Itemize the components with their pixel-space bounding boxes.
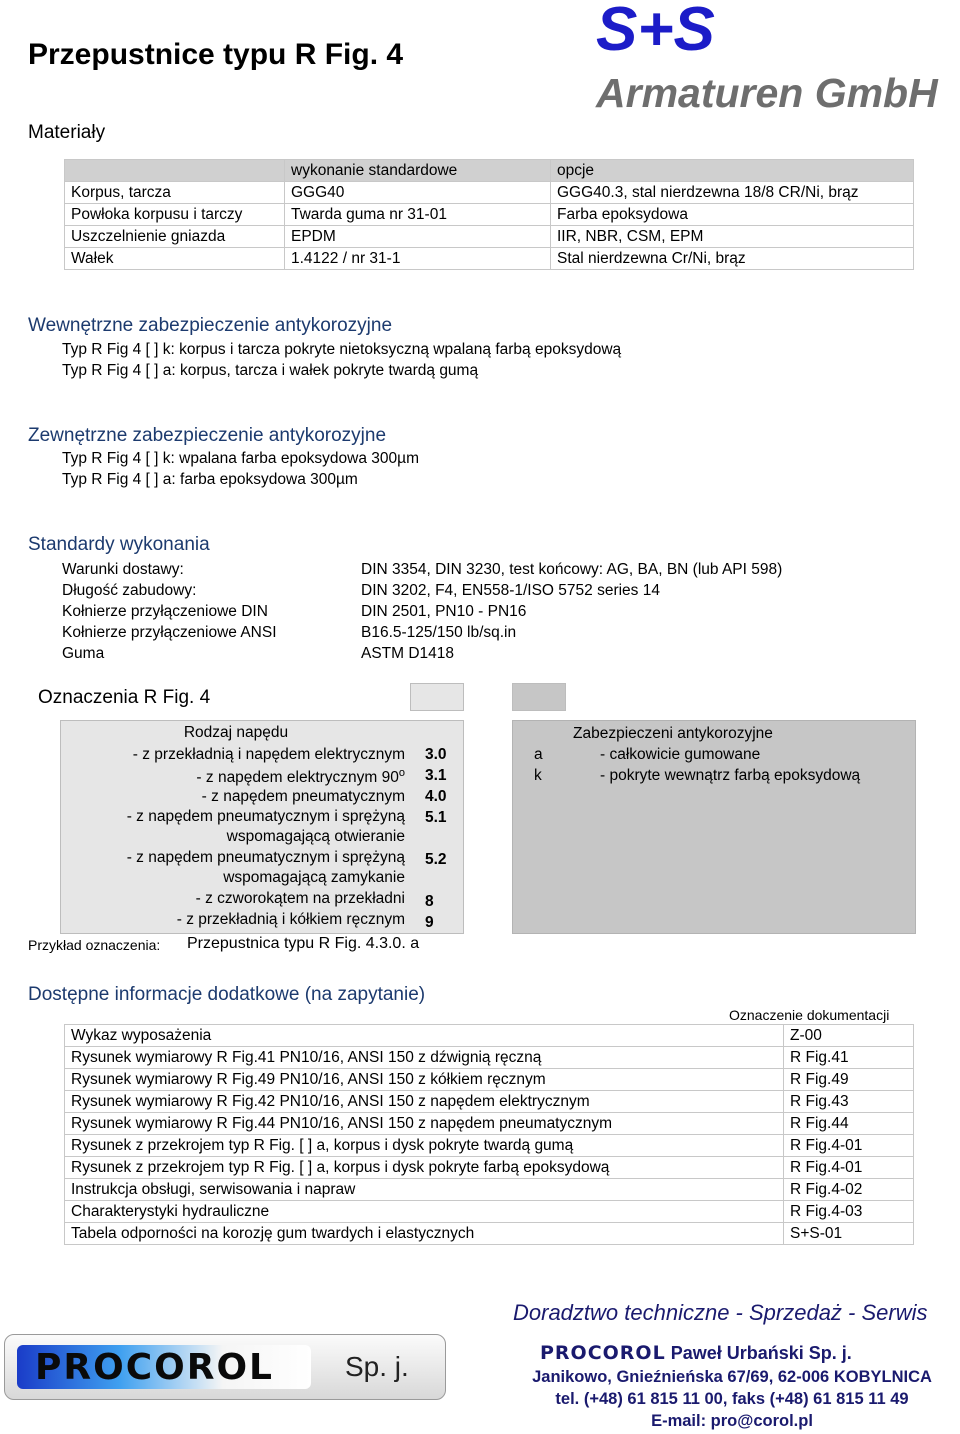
table-cell: Wałek <box>65 248 285 270</box>
protection-desc: - pokryte wewnątrz farbą epoksydową <box>600 767 861 784</box>
designation-heading: Oznaczenia R Fig. 4 <box>38 687 211 708</box>
protection-heading: Zabezpieczeni antykorozyjne <box>573 725 773 742</box>
drive-option: - z napędem pneumatycznym i sprężyną <box>126 808 405 825</box>
protection-code: k <box>534 767 542 784</box>
company-brand: PROCOROL <box>540 1342 666 1364</box>
table-row <box>65 1047 914 1069</box>
standard-label: Kołnierze przyłączeniowe DIN <box>62 603 268 620</box>
company-email[interactable]: E-mail: pro@corol.pl <box>651 1412 813 1430</box>
table-row <box>65 248 914 270</box>
list-item <box>62 601 527 622</box>
table-header-cell: opcje <box>551 160 914 182</box>
drive-option: - z czworokątem na przekładni <box>195 890 405 907</box>
list-item <box>62 643 455 664</box>
table-cell: Rysunek wymiarowy R Fig.44 PN10/16, ANSI 150 z napędem pneumatycznym <box>65 1113 784 1135</box>
brand-name: Armaturen GmbH <box>596 70 938 116</box>
standard-value: DIN 2501, PN10 - PN16 <box>361 603 527 620</box>
table-row <box>65 1025 914 1047</box>
table-cell: Rysunek wymiarowy R Fig.49 PN10/16, ANSI 150 z kółkiem ręcznym <box>65 1069 784 1091</box>
internal-protection-heading: Wewnętrzne zabezpieczenie antykorozyjne <box>28 315 393 336</box>
external-protection-line: Typ R Fig 4 [ ] a: farba epoksydowa 300µm <box>62 471 358 488</box>
table-cell: EPDM <box>285 226 551 248</box>
table-cell: GGG40 <box>285 182 551 204</box>
external-protection-heading: Zewnętrzne zabezpieczenie antykorozyjne <box>28 425 387 446</box>
drive-code: 3.1 <box>425 767 447 784</box>
standard-label: Warunki dostawy: <box>62 561 184 578</box>
drive-option-continued: wspomagającą otwieranie <box>226 828 405 845</box>
standard-value: B16.5-125/150 lb/sq.in <box>361 624 517 641</box>
table-header-cell <box>65 160 285 182</box>
company-phone: tel. (+48) 61 815 11 00, faks (+48) 61 815 11 49 <box>555 1390 909 1408</box>
table-cell: Rysunek z przekrojem typ R Fig. [ ] a, korpus i dysk pokryte farbą epoksydową <box>65 1157 784 1179</box>
drive-option: - z napędem pneumatycznym <box>201 788 405 805</box>
protection-desc: - całkowicie gumowane <box>600 746 761 763</box>
additional-info-heading: Dostępne informacje dodatkowe (na zapytanie) <box>28 984 426 1005</box>
table-header-cell: wykonanie standardowe <box>285 160 551 182</box>
drive-option: - z napędem elektrycznym 90$^o$ <box>196 767 405 787</box>
standard-value: DIN 3354, DIN 3230, test końcowy: AG, BA, BN (lub API 598) <box>361 561 783 578</box>
table-row <box>65 1223 914 1245</box>
table-row <box>65 1201 914 1223</box>
page-title: Przepustnice typu R Fig. 4 <box>28 38 404 71</box>
drive-option-continued: wspomagającą zamykanie <box>223 869 405 886</box>
table-cell: Wykaz wyposażenia <box>65 1025 784 1047</box>
materials-table <box>64 159 914 270</box>
external-protection-line: Typ R Fig 4 [ ] k: wpalana farba epoksydowa 300µm <box>62 450 419 467</box>
table-cell: Powłoka korpusu i tarczy <box>65 204 285 226</box>
materials-heading: Materiały <box>28 122 106 143</box>
list-item <box>62 580 660 601</box>
table-row <box>65 1179 914 1201</box>
table-cell: R Fig.43 <box>784 1091 914 1113</box>
table-cell: R Fig.44 <box>784 1113 914 1135</box>
table-cell: R Fig.4-02 <box>784 1179 914 1201</box>
internal-protection-line: Typ R Fig 4 [ ] k: korpus i tarcza pokryte nietoksyczną wpalaną farbą epoksydową <box>62 341 622 358</box>
drive-legend-swatch <box>410 683 464 711</box>
company-rest: Paweł Urbański Sp. j. <box>670 1343 852 1363</box>
list-item <box>62 622 517 643</box>
logo-suffix: Sp. j. <box>345 1351 409 1382</box>
brand-logo-ss: S+S <box>596 0 715 64</box>
example-value: Przepustnica typu R Fig. 4.3.0. a <box>187 935 420 952</box>
table-row <box>65 204 914 226</box>
drive-type-heading: Rodzaj napędu <box>183 724 289 741</box>
table-cell: Instrukcja obsługi, serwisowania i napraw <box>65 1179 784 1201</box>
drive-code: 9 <box>425 914 434 931</box>
protection-legend-swatch <box>512 683 566 711</box>
additional-info-table <box>64 1024 914 1245</box>
table-cell: Farba epoksydowa <box>551 204 914 226</box>
doc-column-header: Oznaczenie dokumentacji <box>729 1007 890 1023</box>
company-name <box>540 1342 852 1364</box>
footer-tagline: Doradztwo techniczne - Sprzedaż - Serwis <box>513 1300 928 1325</box>
table-cell: Tabela odporności na korozję gum twardych i elastycznych <box>65 1223 784 1245</box>
standards-list <box>62 559 783 664</box>
table-cell: R Fig.41 <box>784 1047 914 1069</box>
table-cell: 1.4122 / nr 31-1 <box>285 248 551 270</box>
table-cell: Rysunek wymiarowy R Fig.42 PN10/16, ANSI 150 z napędem elektrycznym <box>65 1091 784 1113</box>
table-cell: Rysunek wymiarowy R Fig.41 PN10/16, ANSI 150 z dźwignią ręczną <box>65 1047 784 1069</box>
table-cell: R Fig.49 <box>784 1069 914 1091</box>
list-item <box>62 559 783 580</box>
drive-code: 8 <box>425 893 434 910</box>
standard-label: Długość zabudowy: <box>62 582 197 599</box>
drive-code: 3.0 <box>425 746 447 763</box>
table-row <box>65 226 914 248</box>
example-label: Przykład oznaczenia: <box>28 937 161 953</box>
drive-type-panel <box>60 720 464 934</box>
table-header-row <box>65 160 914 182</box>
standard-value: DIN 3202, F4, EN558-1/ISO 5752 series 14 <box>361 582 660 599</box>
table-cell: R Fig.4-03 <box>784 1201 914 1223</box>
table-cell: R Fig.4-01 <box>784 1157 914 1179</box>
internal-protection-line: Typ R Fig 4 [ ] a: korpus, tarcza i wałek pokryte twardą gumą <box>62 362 479 379</box>
table-cell: R Fig.4-01 <box>784 1135 914 1157</box>
standards-heading: Standardy wykonania <box>28 534 210 555</box>
drive-code: 5.1 <box>425 809 447 826</box>
table-row <box>65 1113 914 1135</box>
table-cell: IIR, NBR, CSM, EPM <box>551 226 914 248</box>
drive-option: - z przekładnią i kółkiem ręcznym <box>176 911 405 928</box>
drive-option: - z napędem pneumatycznym i sprężyną <box>126 849 405 866</box>
table-row <box>65 1135 914 1157</box>
standard-label: Kołnierze przyłączeniowe ANSI <box>62 624 277 641</box>
table-cell: S+S-01 <box>784 1223 914 1245</box>
table-cell: Charakterystyki hydrauliczne <box>65 1201 784 1223</box>
drive-code: 5.2 <box>425 851 447 868</box>
table-row <box>65 1157 914 1179</box>
table-cell: GGG40.3, stal nierdzewna 18/8 CR/Ni, brąz <box>551 182 914 204</box>
table-row <box>65 1069 914 1091</box>
protection-code: a <box>534 746 543 763</box>
table-cell: Twarda guma nr 31-01 <box>285 204 551 226</box>
drive-code: 4.0 <box>425 788 447 805</box>
drive-option: - z przekładnią i napędem elektrycznym <box>132 746 405 763</box>
table-cell: Stal nierdzewna Cr/Ni, brąz <box>551 248 914 270</box>
logo-text: PROCOROL <box>35 1347 274 1388</box>
table-row <box>65 182 914 204</box>
table-cell: Z-00 <box>784 1025 914 1047</box>
table-cell: Rysunek z przekrojem typ R Fig. [ ] a, korpus i dysk pokryte twardą gumą <box>65 1135 784 1157</box>
table-cell: Uszczelnienie gniazda <box>65 226 285 248</box>
protection-panel <box>512 720 916 934</box>
procorol-logo <box>4 1334 446 1400</box>
standard-label: Guma <box>62 645 105 662</box>
table-row <box>65 1091 914 1113</box>
standard-value: ASTM D1418 <box>361 645 455 662</box>
table-cell: Korpus, tarcza <box>65 182 285 204</box>
company-address: Janikowo, Gnieźnieńska 67/69, 62-006 KOBYLNICA <box>532 1368 932 1386</box>
